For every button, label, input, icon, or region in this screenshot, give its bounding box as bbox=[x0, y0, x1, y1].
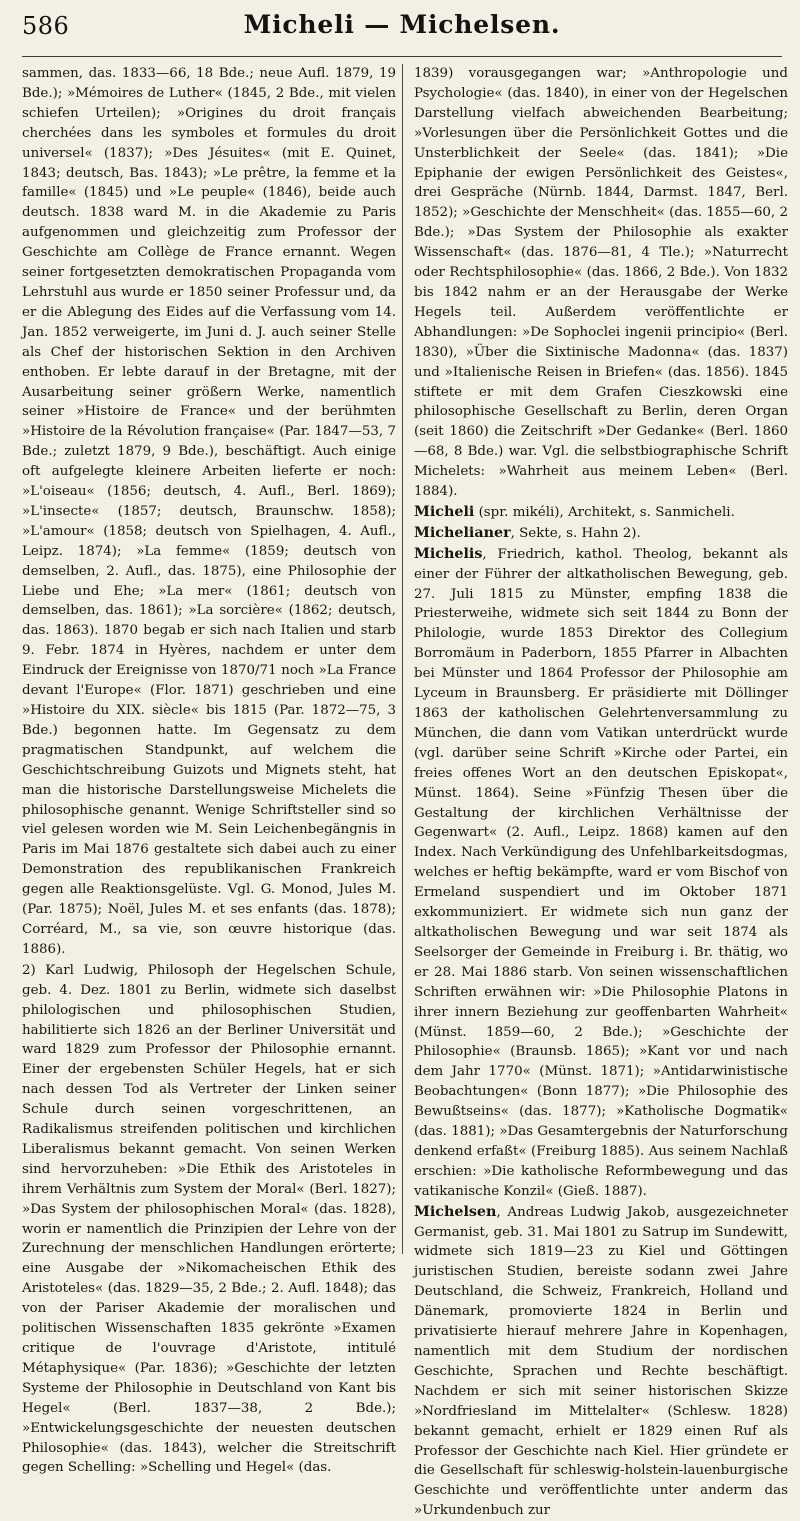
michelet-karl-ludwig-entry: 2) Karl Ludwig, Philosoph der Hegelschen Schule, geb. 4. Dez. 1801 zu Berlin, widmete sich daselbst philologischen und philosophischen Studien, habilitierte sich 1826 an der Berliner Universität und ward 1829 zum Professor der Philosophie ernannt. Einer der ergebensten Schüler Hegels, hat er sich nach dessen Tod als Vertreter der Linken seiner Schule durch seinen vorgeschrittenen, an Radikalismus streifenden politischen und kirchlichen Liberalismus bekannt gemacht. Von seinen Werken sind hervorzuheben: »Die Ethik des Aristoteles in ihrem Verhältnis zum System der Moral« (Berl. 1827); »Das System der philosophischen Moral« (das. 1828), worin er namentlich die Prinzipien der Lehre von der Zurechnung der menschlichen Handlungen erörterte; eine Ausgabe der »Nikomacheischen Ethik des Aristoteles« (das. 1829—35, 2 Bde.; 2. Aufl. 1848); das von der Pariser Akademie der moralischen und politischen Wissenschaften 1835 gekrönte »Examen critique de l'ouvrage d'Aristote, intitulé Métaphysique« (Par. 1836); »Geschichte der letzten Systeme der Philosophie in Deutschland von Kant bis Hegel« (Berl. 1837—38, 2 Bde.); »Entwickelungsgeschichte der neuesten deutschen Philosophie« (das. 1843), welcher die Streitschrift gegen Schelling: »Schelling und Hegel« (das. bbox=[22, 962, 396, 1476]
headword-michelis: Michelis bbox=[414, 545, 483, 562]
page-number: 586 bbox=[22, 12, 70, 40]
entry-michelis bbox=[414, 545, 788, 1202]
left-column bbox=[22, 64, 396, 1476]
entry-michelianer-text: , Sekte, s. Hahn 2). bbox=[510, 525, 641, 541]
entry-michelianer bbox=[414, 524, 788, 544]
michelet-karl-ludwig-continuation: 1839) vorausgegangen war; »Anthropologie und Psychologie« (das. 1840), in einer von der Hegelschen Darstellung vielfach abweichenden Bearbeitung; »Vorlesungen über die Persönlichkeit Gottes und die Unsterblichkeit der Seele« (das. 1841); »Die Epiphanie der ewigen Persönlichkeit des Geistes«, drei Gespräche (Nürnb. 1844, Darmst. 1847, Berl. 1852); »Geschichte der Menschheit« (das. 1855—60, 2 Bde.); »Das System der Philosophie als exakter Wissenschaft« (das. 1876—81, 4 Tle.); »Naturrecht oder Rechtsphilosophie« (das. 1866, 2 Bde.). Von 1832 bis 1842 nahm er an der Herausgabe der Werke Hegels teil. Außerdem veröffentlichte er Abhandlungen: »De Sophoclei ingenii principio« (Berl. 1830), »Über die Sixtinische Madonna« (das. 1837) und »Italienische Reisen in Briefen« (das. 1856). 1845 stiftete er mit dem Grafen Cieszkowski eine philosophische Gesellschaft zu Berlin, deren Organ (seit 1860) die Zeitschrift »Der Gedanke« (Berl. 1860—68, 8 Bde.) war. Vgl. die selbstbiographische Schrift Michelets: »Wahrheit aus meinem Leben« (Berl. 1884). bbox=[414, 66, 788, 500]
header-rule bbox=[22, 56, 782, 57]
entry-micheli-text: (spr. mikéli), Architekt, s. Sanmicheli. bbox=[474, 504, 735, 520]
right-column bbox=[414, 64, 788, 1519]
michelet-jules-continuation: sammen, das. 1833—66, 18 Bde.; neue Aufl. 1879, 19 Bde.); »Mémoires de Luther« (1845, 2 Bde., mit vielen schiefen Urteilen); »Origines du droit français cherchées dans les symboles et formules du droit universel« (1837); »Des Jésuites« (mit E. Quinet, 1843; deutsch, Bas. 1843); »Le prêtre, la femme et la famille« (1845) und »Le peuple« (1846), beide auch deutsch. 1838 ward M. in die Akademie zu Paris aufgenommen und gleichzeitig zum Professor der Geschichte am Collège de France ernannt. Wegen seiner fortgesetzten demokratischen Propaganda vom Lehrstuhl aus wurde er 1850 seiner Professur und, da er die Ablegung des Eides auf die Verfassung vom 14. Jan. 1852 verweigerte, im Juni d. J. auch seiner Stelle als Chef der historischen Sektion in den Archiven enthoben. Er lebte darauf in der Bretagne, mit der Ausarbeitung seiner größern Werke, namentlich seiner »Histoire de France« und der berühmten »Histoire de la Révolution française« (Par. 1847—53, 7 Bde.; zuletzt 1879, 9 Bde.), beschäftigt. Auch einige oft aufgelegte kleinere Arbeiten lieferte er noch: »L'oiseau« (1856; deutsch, 4. Aufl., Berl. 1869); »L'insecte« (1857; deutsch, Braunschw. 1858); »L'amour« (1858; deutsch von Spielhagen, 4. Aufl., Leipz. 1874); »La femme« (1859; deutsch von demselben, 2. Aufl., das. 1875), eine Philosophie der Liebe und Ehe; »La mer« (1861; deutsch von demselben, das. 1861); »La sorcière« (1862; deutsch, das. 1863). 1870 begab er sich nach Italien und starb 9. Febr. 1874 in Hyères, nachdem er unter dem Eindruck der Ereignisse von 1870/71 noch »La France devant l'Europe« (Flor. 1871) geschrieben und eine »Histoire du XIX. siècle« bis 1815 (Par. 1872—75, 3 Bde.) begonnen hatte. Im Gegensatz zu dem pragmatischen Standpunkt, auf welchem die Geschichtschreibung Guizots und Mignets steht, hat man die historische Darstellungsweise Michelets die philosophische genannt. Wenige Schriftsteller sind so viel gelesen worden wie M. Sein Leichenbegängnis in Paris im Mai 1876 gestaltete sich dabei auch zu einer Demonstration des republikanischen Frankreich gegen alle Reaktionsgelüste. Vgl. G. Monod, Jules M. (Par. 1875); Noël, Jules M. et ses enfants (das. 1878); Corréard, M., sa vie, son œuvre historique (das. 1886). bbox=[22, 66, 396, 957]
headword-michelsen: Michelsen bbox=[414, 1203, 497, 1220]
entry-michelsen-text: , Andreas Ludwig Jakob, ausgezeichneter Germanist, geb. 31. Mai 1801 zu Satrup im Sundewitt, widmete sich 1819—23 zu Kiel und Göttingen juristischen Studien, bereiste sodann zwei Jahre Deutschland, die Schweiz, Frankreich, Holland und Dänemark, promovierte 1824 in Berlin und privatisierte hierauf mehrere Jahre in Kopenhagen, namentlich mit dem Studium der nordischen Geschichte, Sprachen und Rechte beschäftigt. Nachdem er sich mit seiner historischen Skizze »Nordfriesland im Mittelalter« (Schlesw. 1828) bekannt gemacht, erhielt er 1829 einen Ruf als Professor der Geschichte nach Kiel. Hier gründete er die Gesellschaft für schleswig-holstein-lauenburgische Geschichte und veröffentlichte unter anderm das »Urkundenbuch zur bbox=[414, 1204, 788, 1519]
headword-micheli: Micheli bbox=[414, 503, 475, 520]
column-divider bbox=[402, 64, 403, 1254]
entry-micheli bbox=[414, 503, 788, 523]
entry-michelis-text: , Friedrich, kathol. Theolog, bekannt als einer der Führer der altkatholischen Bewegung, geb. 27. Juli 1815 zu Münster, empfing 1838 die Priesterweihe, widmete sich seit 1844 zu Bonn der Philologie, wurde 1853 Direktor des Collegium Borromäum in Paderborn, 1855 Pfarrer in Albachten bei Münster und 1864 Professor der Philosophie am Lyceum in Braunsberg. Er präsidierte mit Döllinger 1863 der katholischen Gelehrtenversammlung zu München, die dann vom Vatikan unterdrückt wurde (vgl. darüber seine Schrift »Kirche oder Partei, ein freies offenes Wort an den deutschen Episkopat«, Münst. 1864). Seine »Fünfzig Thesen über die Gestaltung der kirchlichen Verhältnisse der Gegenwart« (2. Aufl., Leipz. 1868) kamen auf den Index. Nach Verkündigung des Unfehlbarkeitsdogmas, welches er heftig bekämpfte, ward er vom Bischof von Ermeland suspendiert und im Oktober 1871 exkommuniziert. Er widmete sich nun ganz der altkatholischen Bewegung und war seit 1874 als Seelsorger der Gemeinde in Freiburg i. Br. thätig, wo er 28. Mai 1886 starb. Von seinen wissenschaftlichen Schriften erwähnen wir: »Die Philosophie Platons in ihrer innern Beziehung zur geoffenbarten Wahrheit« (Münst. 1859—60, 2 Bde.); »Geschichte der Philosophie« (Braunsb. 1865); »Kant vor und nach dem Jahr 1770« (Münst. 1871); »Antidarwinistische Beobachtungen« (Bonn 1877); »Die Philosophie des Bewußtseins« (das. 1877); »Katholische Dogmatik« (das. 1881); »Das Gesamtergebnis der Naturforschung denkend erfaßt« (Freiburg 1885). Aus seinem Nachlaß erschien: »Die katholische Reformbewegung und das vatikanische Konzil« (Gieß. 1887). bbox=[414, 546, 788, 1199]
page-header bbox=[22, 8, 782, 54]
entry-michelsen bbox=[414, 1203, 788, 1521]
running-title: Micheli — Michelsen. bbox=[243, 10, 561, 39]
headword-michelianer: Michelianer bbox=[414, 524, 511, 541]
